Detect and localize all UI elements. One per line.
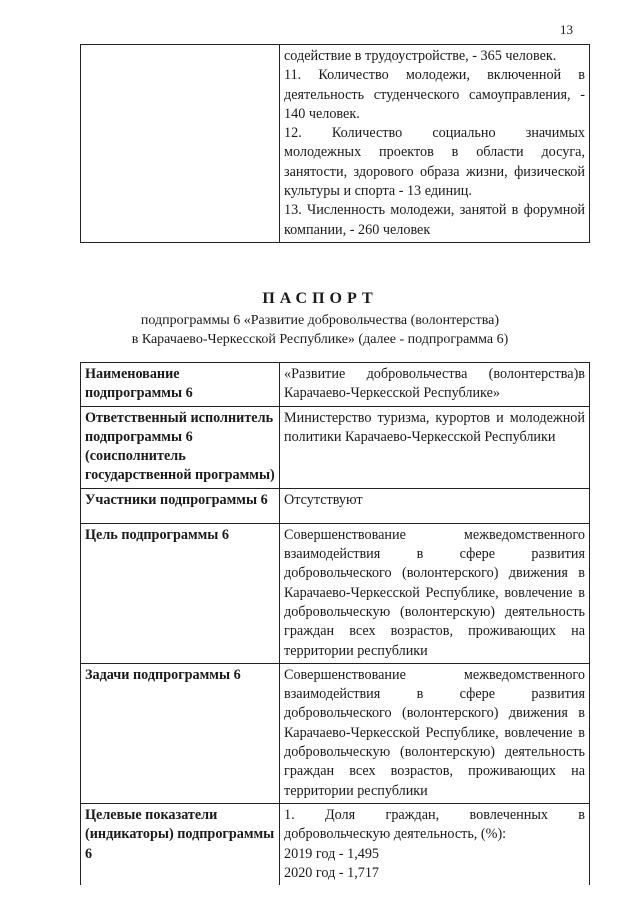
row-label: Цель подпрограммы 6	[81, 523, 280, 663]
row-label: Задачи подпрограммы 6	[81, 663, 280, 803]
continuation-table	[80, 44, 590, 243]
table-row	[81, 45, 590, 243]
value-line: 1. Доля граждан, вовлеченных в добровольческую деятельность, (%):	[284, 806, 585, 843]
page-number: 13	[560, 22, 573, 37]
table-row	[81, 406, 590, 488]
passport-title: ПАСПОРТ	[262, 290, 378, 307]
empty-cell	[81, 45, 280, 243]
continuation-line-3: 12. Количество социально значимых молодежных проектов в области досуга, занятости, здорового образа жизни, физической культуры и спорта - 13 единиц.	[284, 125, 585, 200]
row-value	[280, 406, 590, 488]
value-line: Совершенствование межведомственного взаимодействия в сфере развития добровольческого (волонтерского) движения в Карачаево-Черкесской Республике, вовлечение в добровольческую (волонтерскую) деятельность граждан всех возрастов, проживающих на территории республики	[284, 526, 585, 659]
row-label: Участники подпрограммы 6	[81, 488, 280, 523]
row-label: Наименование подпрограммы 6	[81, 363, 280, 407]
passport-subtitle-line-1: подпрограммы 6 «Развитие добровольчества (волонтерства)	[140, 313, 500, 328]
row-value	[280, 523, 590, 663]
value-line: Совершенствование межведомственного взаимодействия в сфере развития добровольческого (волонтерского) движения в Карачаево-Черкесской Республике, вовлечение в добровольческую (волонтерскую) деятельность граждан всех возрастов, проживающих на территории республики	[284, 666, 585, 799]
row-label: Целевые показатели (индикаторы) подпрограммы 6	[81, 803, 280, 885]
value-line: «Развитие добровольчества (волонтерства)в Карачаево-Черкесской Республике»	[284, 366, 585, 402]
continuation-line-2: 11. Количество молодежи, включенной в деятельность студенческого самоуправления, - 140 человек.	[284, 67, 585, 122]
continuation-cell	[280, 45, 590, 243]
table-row	[81, 363, 590, 407]
passport-table	[80, 362, 590, 885]
continuation-line-1: содействие в трудоустройстве, - 365 человек.	[284, 48, 557, 64]
row-label: Ответственный исполнитель подпрограммы 6 (соисполнитель государственной программы)	[81, 406, 280, 488]
value-line: 2020 год - 1,717	[284, 864, 380, 881]
value-line: Отсутствуют	[284, 491, 363, 508]
table-row	[81, 488, 590, 523]
value-line: Министерство туризма, курортов и молодежной политики Карачаево-Черкесской Республики	[284, 409, 585, 445]
row-value	[280, 663, 590, 803]
value-line: 2019 год - 1,495	[284, 845, 380, 862]
row-value	[280, 488, 590, 523]
table-row	[81, 803, 590, 885]
row-value	[280, 363, 590, 407]
passport-subtitle	[0, 311, 640, 349]
table-row	[81, 523, 590, 663]
passport-subtitle-line-2: в Карачаево-Черкесской Республике» (далее - подпрограмма 6)	[131, 332, 509, 347]
row-value	[280, 803, 590, 885]
continuation-line-4: 13. Численность молодежи, занятой в форумной компании, - 260 человек	[284, 202, 585, 238]
table-row	[81, 663, 590, 803]
